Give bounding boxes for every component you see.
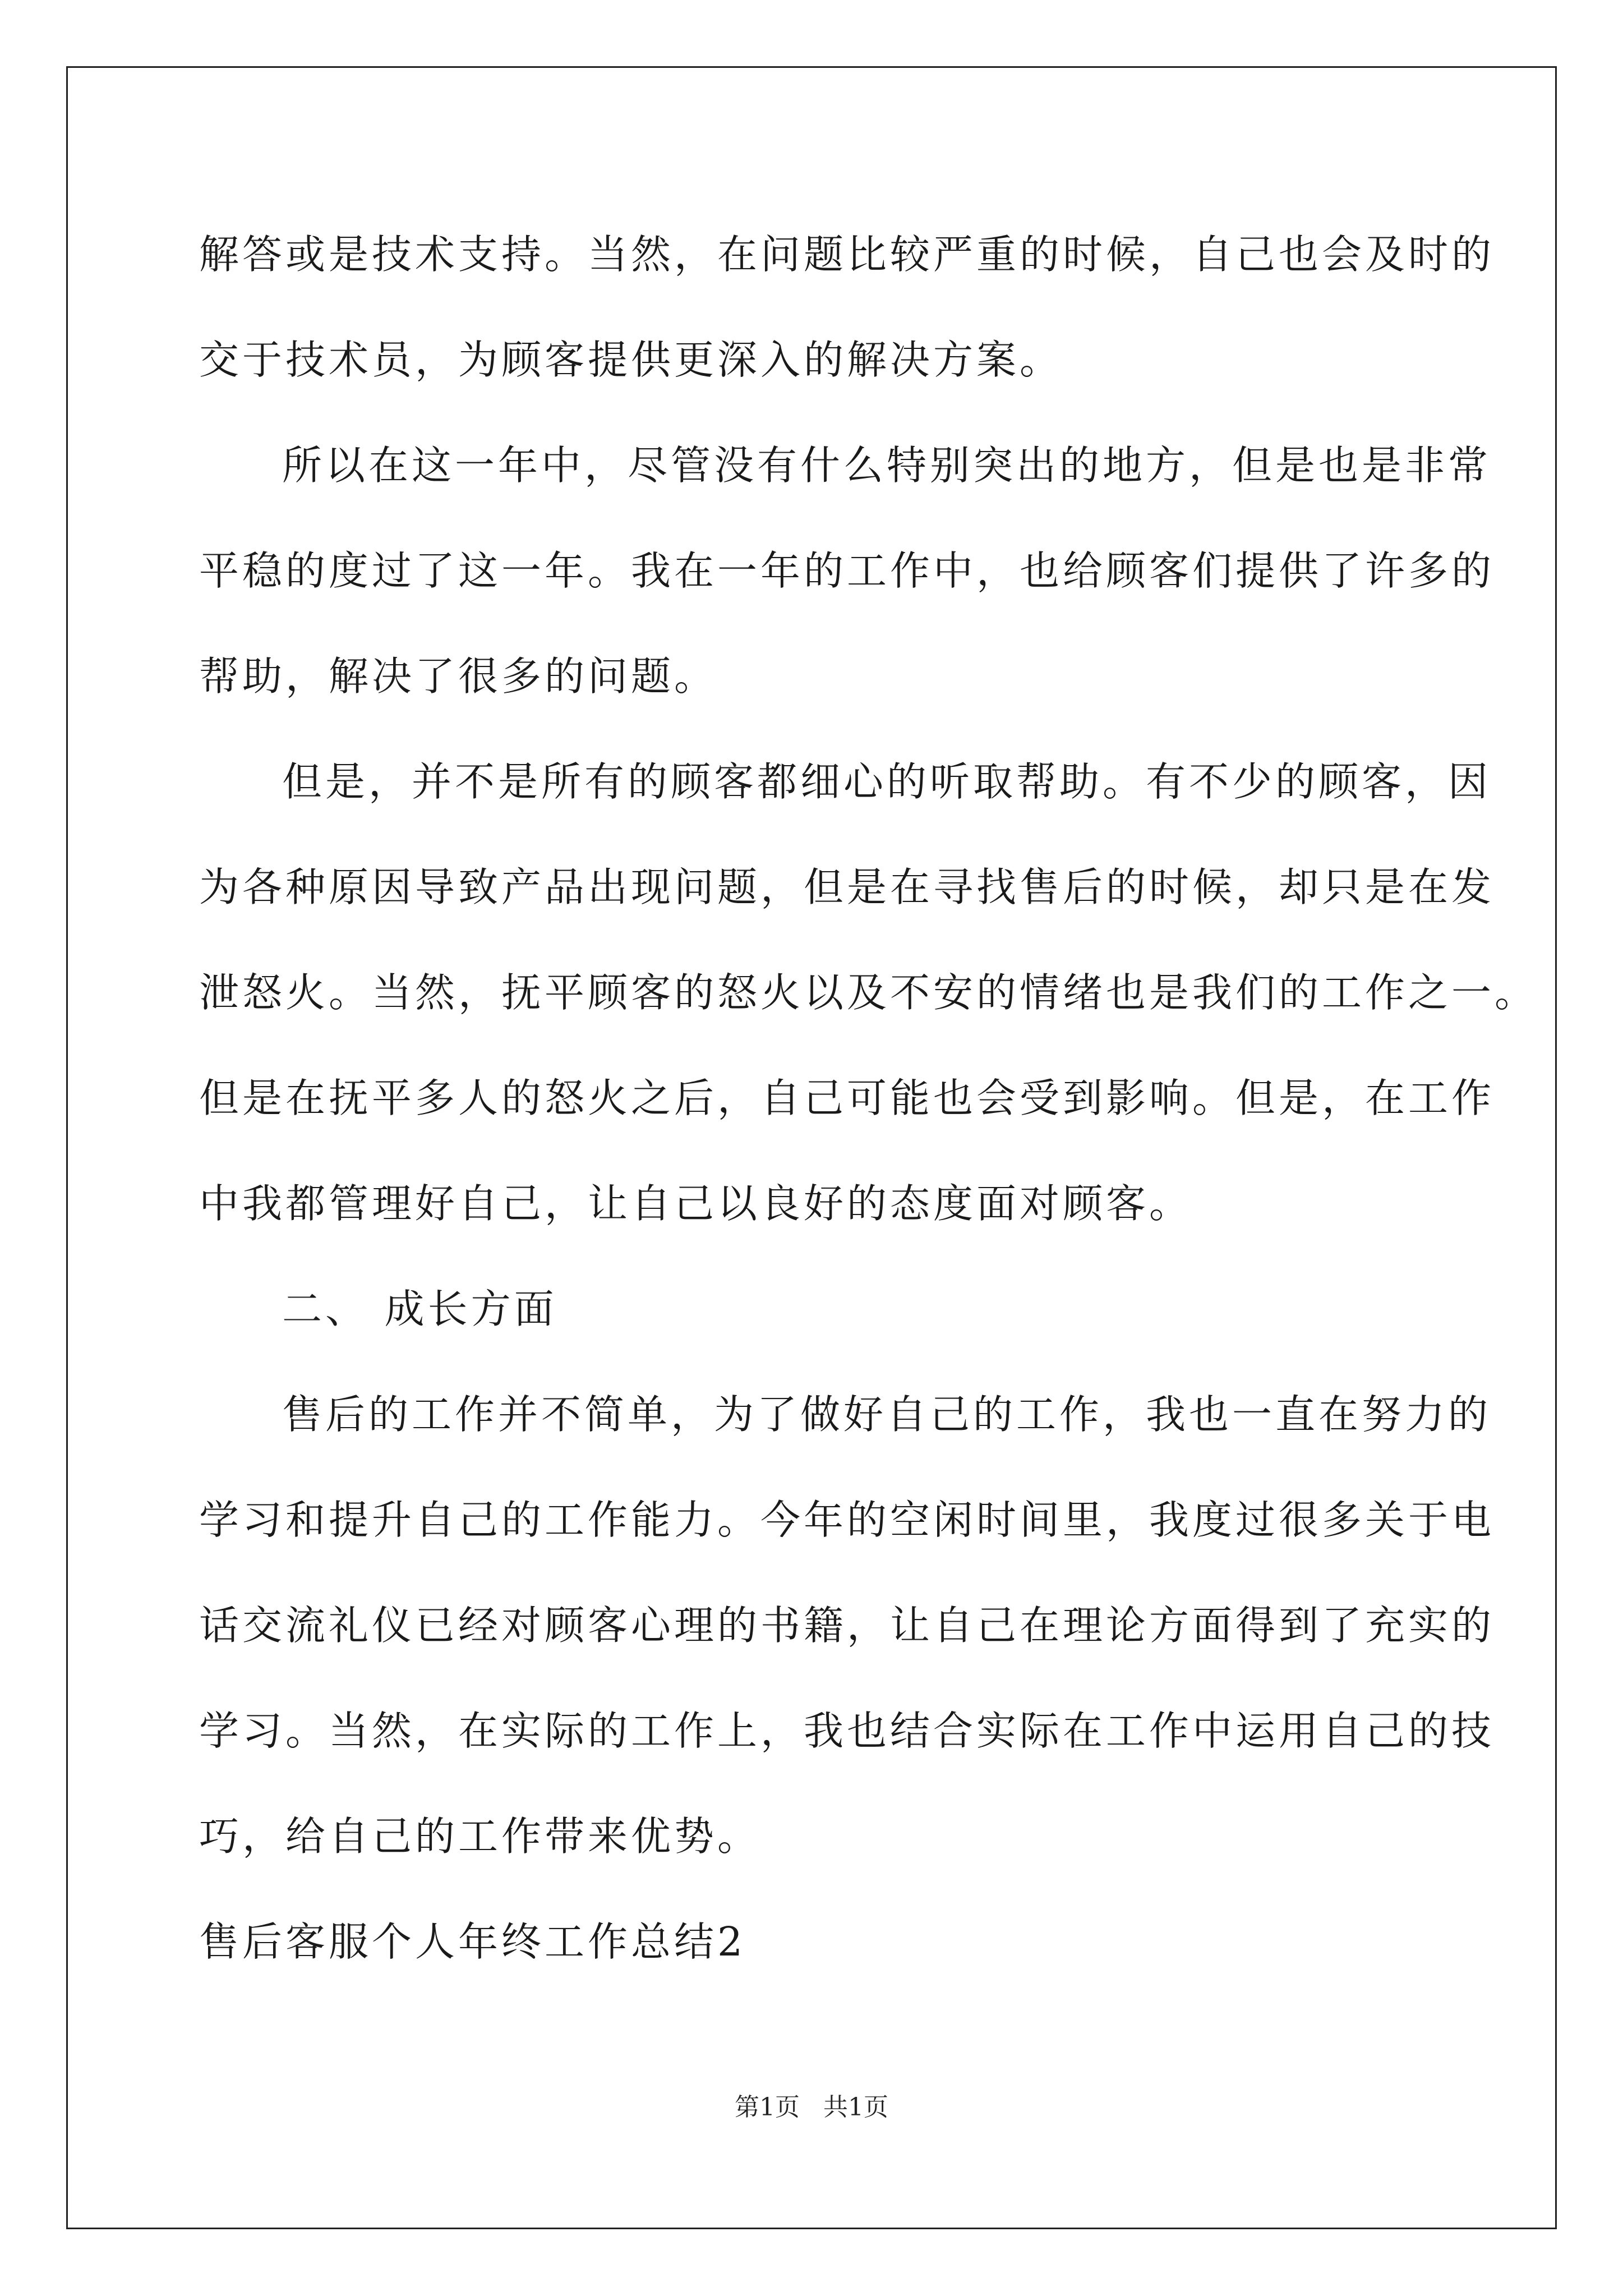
text-line-3: 所以在这一年中，尽管没有什么特别突出的地方，但是也是非常	[282, 442, 1492, 489]
text-line-12: 售后的工作并不简单，为了做好自己的工作，我也一直在努力的	[282, 1391, 1492, 1438]
text-line-9: 但是在抚平多人的怒火之后，自己可能也会受到影响。但是，在工作	[199, 1075, 1495, 1121]
text-line-8: 泄怒火。当然，抚平顾客的怒火以及不安的情绪也是我们的工作之一。	[199, 969, 1538, 1016]
text-line-6: 但是，并不是所有的顾客都细心的听取帮助。有不少的顾客，因	[282, 758, 1492, 805]
page-number: 第1页 共1页	[735, 2093, 888, 2122]
text-line-7: 为各种原因导致产品出现问题，但是在寻找售后的时候，却只是在发	[199, 864, 1495, 910]
text-line-2: 交于技术员，为顾客提供更深入的解决方案。	[199, 337, 1063, 383]
text-line-10: 中我都管理好自己，让自己以良好的态度面对顾客。	[199, 1180, 1193, 1227]
text-line-15: 学习。当然，在实际的工作上，我也结合实际在工作中运用自己的技	[199, 1708, 1495, 1754]
document-body	[199, 202, 1538, 1995]
text-line-5: 帮助，解决了很多的问题。	[199, 653, 718, 700]
text-line-4: 平稳的度过了这一年。我在一年的工作中，也给顾客们提供了许多的	[199, 547, 1495, 594]
section-heading: 二、 成长方面	[282, 1286, 557, 1332]
document-subtitle: 售后客服个人年终工作总结2	[199, 1918, 746, 1965]
text-line-14: 话交流礼仪已经对顾客心理的书籍，让自己在理论方面得到了充实的	[199, 1602, 1495, 1649]
text-line-16: 巧，给自己的工作带来优势。	[199, 1813, 761, 1860]
text-line-1: 解答或是技术支持。当然，在问题比较严重的时候，自己也会及时的	[199, 231, 1495, 278]
text-line-13: 学习和提升自己的工作能力。今年的空闲时间里，我度过很多关于电	[199, 1497, 1495, 1543]
